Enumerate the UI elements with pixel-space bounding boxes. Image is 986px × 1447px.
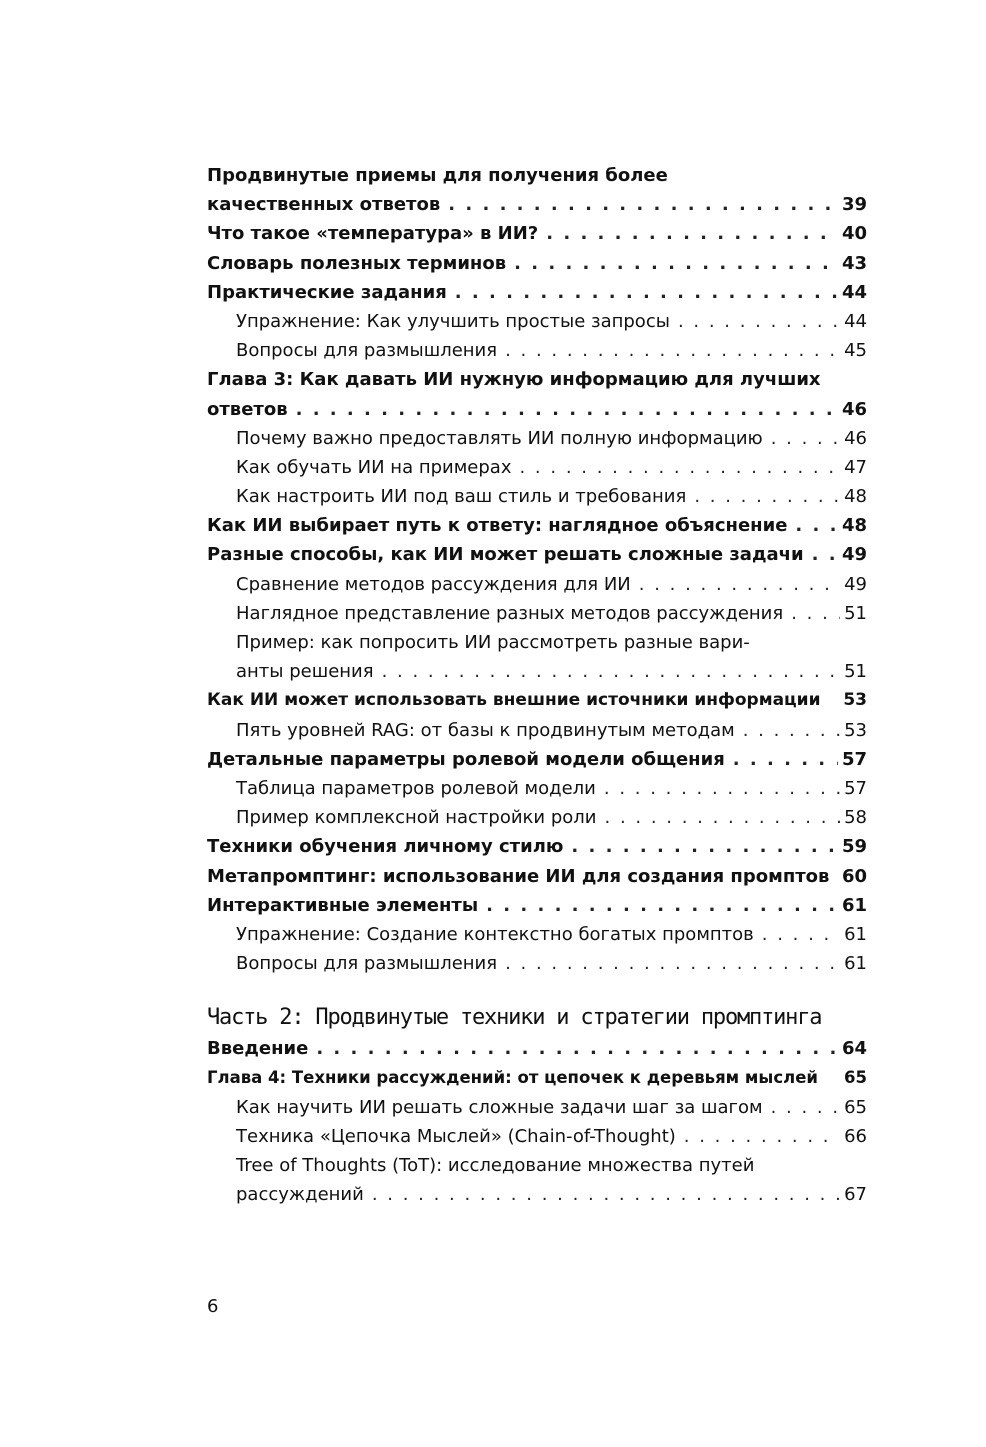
toc-entry-page: 66 <box>844 1125 867 1147</box>
toc-entry-title: Техники обучения личному стилю <box>207 836 564 858</box>
toc-entry[interactable] <box>207 453 867 482</box>
toc-entry-title: Введение <box>207 1038 309 1060</box>
toc-leader-dots <box>694 482 840 511</box>
toc-entry[interactable] <box>207 599 867 628</box>
toc-leader-dots <box>448 190 838 219</box>
toc-entry-page: 53 <box>844 719 867 741</box>
toc-entry-page: 61 <box>841 894 867 916</box>
toc-leader-dots <box>505 336 840 365</box>
toc-entry-title: Вопросы для размышления <box>236 340 498 362</box>
toc-entry-title: Пример: как попросить ИИ рассмотреть разные вари- <box>236 632 750 653</box>
toc-entry-page: 49 <box>844 573 867 595</box>
toc-entry-title: Разные способы, как ИИ может решать сложные задачи <box>207 544 804 566</box>
toc-entry-page: 60 <box>841 865 867 887</box>
toc-leader-dots <box>372 1180 840 1209</box>
toc-entry-title: Наглядное представление разных методов рассуждения <box>236 602 784 624</box>
toc-entry[interactable] <box>207 891 867 920</box>
toc-entry-page: 46 <box>841 398 867 420</box>
toc-leader-dots <box>296 395 838 424</box>
toc-entry[interactable] <box>207 1093 867 1122</box>
toc-leader-dots <box>639 570 840 599</box>
toc-entry-page: 53 <box>843 690 867 711</box>
toc-leader-dots <box>519 453 840 482</box>
toc-leader-dots <box>795 511 838 540</box>
toc-entry[interactable] <box>207 628 867 657</box>
toc-entry-page: 61 <box>844 953 867 975</box>
toc-entry-page: 59 <box>841 836 867 858</box>
toc-entry[interactable] <box>207 482 867 511</box>
toc-leader-dots <box>514 249 838 278</box>
toc-entry[interactable] <box>207 1122 867 1151</box>
part-title: Часть 2: Продвинутые техники и стратегии промптинга <box>207 1005 822 1031</box>
toc-entry[interactable] <box>207 540 867 569</box>
toc-entry-page: 51 <box>844 661 867 683</box>
toc-entry-page: 65 <box>844 1068 867 1088</box>
toc-entry-title: Почему важно предоставлять ИИ полную информацию <box>236 427 763 449</box>
toc-entry-title: Глава 4: Техники рассуждений: от цепочек к деревьям мыслей <box>207 1068 818 1088</box>
table-of-contents <box>207 161 867 1209</box>
toc-entry[interactable] <box>207 219 867 248</box>
toc-entry[interactable] <box>207 1180 867 1209</box>
toc-leader-dots <box>486 891 838 920</box>
toc-leader-dots <box>678 307 840 336</box>
toc-entry[interactable] <box>207 774 867 803</box>
toc-entry-title: Практические задания <box>207 281 447 303</box>
toc-entry-title: Метапромптинг: использование ИИ для создания промптов <box>207 865 830 887</box>
toc-leader-dots <box>382 657 841 686</box>
toc-entry-title: Как настроить ИИ под ваш стиль и требования <box>236 486 687 508</box>
toc-group-part1 <box>207 161 867 978</box>
toc-entry-page: 40 <box>841 223 867 245</box>
toc-leader-dots <box>743 716 840 745</box>
toc-leader-dots <box>771 424 840 453</box>
toc-leader-dots <box>733 745 838 774</box>
toc-entry-title: Продвинутые приемы для получения более <box>207 165 668 186</box>
toc-entry[interactable] <box>207 395 867 424</box>
toc-entry-title: ответов <box>207 398 288 420</box>
toc-entry-page: 47 <box>844 456 867 478</box>
toc-entry-page: 44 <box>844 310 867 332</box>
toc-entry[interactable] <box>207 161 867 190</box>
toc-leader-dots <box>684 1122 840 1151</box>
toc-entry-page: 48 <box>844 486 867 508</box>
toc-entry[interactable] <box>207 686 867 715</box>
toc-entry-title: Упражнение: Как улучшить простые запросы <box>236 310 670 332</box>
toc-entry-page: 57 <box>841 748 867 770</box>
toc-entry[interactable] <box>207 1151 867 1180</box>
toc-entry-title: анты решения <box>236 661 374 683</box>
toc-entry-title: Как ИИ выбирает путь к ответу: наглядное объяснение <box>207 515 788 537</box>
toc-entry[interactable] <box>207 657 867 686</box>
toc-entry[interactable] <box>207 1034 867 1063</box>
toc-entry-page: 64 <box>841 1038 867 1060</box>
toc-entry[interactable] <box>207 803 867 832</box>
toc-entry[interactable] <box>207 862 867 891</box>
toc-entry[interactable] <box>207 424 867 453</box>
toc-entry-title: Упражнение: Создание контекстно богатых промптов <box>236 923 754 945</box>
toc-entry-title: Интерактивные элементы <box>207 894 479 916</box>
toc-entry[interactable] <box>207 307 867 336</box>
toc-entry-page: 44 <box>841 281 867 303</box>
toc-entry-page: 49 <box>841 544 867 566</box>
toc-entry[interactable] <box>207 1063 867 1092</box>
toc-entry-page: 43 <box>841 252 867 274</box>
toc-entry-title: Как научить ИИ решать сложные задачи шаг за шагом <box>236 1096 763 1118</box>
toc-entry-title: качественных ответов <box>207 194 441 216</box>
toc-leader-dots <box>604 774 840 803</box>
toc-entry-page: 45 <box>844 340 867 362</box>
toc-leader-dots <box>571 832 838 861</box>
toc-entry[interactable] <box>207 365 867 394</box>
toc-entry[interactable] <box>207 920 867 949</box>
toc-entry-title: Что такое «температура» в ИИ? <box>207 223 539 245</box>
toc-group-part2 <box>207 1034 867 1209</box>
toc-entry-title: Вопросы для размышления <box>236 953 498 975</box>
toc-entry-page: 51 <box>844 602 867 624</box>
toc-leader-dots <box>762 920 840 949</box>
toc-entry-title: Tree of Thoughts (ToT): исследование множества путей <box>236 1155 755 1176</box>
toc-entry-title: Словарь полезных терминов <box>207 252 507 274</box>
page-number: 6 <box>207 1296 219 1317</box>
toc-entry[interactable] <box>207 716 867 745</box>
toc-entry[interactable] <box>207 278 867 307</box>
toc-entry-title: Детальные параметры ролевой модели общения <box>207 748 725 770</box>
toc-entry-title: Как обучать ИИ на примерах <box>236 456 512 478</box>
toc-entry[interactable] <box>207 511 867 540</box>
toc-entry-page: 67 <box>844 1184 867 1206</box>
toc-entry-title: Таблица параметров ролевой модели <box>236 777 596 799</box>
toc-entry[interactable] <box>207 336 867 365</box>
toc-entry-title: рассуждений <box>236 1184 364 1206</box>
toc-entry[interactable] <box>207 832 867 861</box>
toc-entry[interactable] <box>207 249 867 278</box>
toc-leader-dots <box>505 949 840 978</box>
toc-leader-dots <box>605 803 841 832</box>
toc-entry-page: 58 <box>844 807 867 829</box>
toc-entry-page: 48 <box>841 515 867 537</box>
toc-entry-title: Как ИИ может использовать внешние источники информации <box>207 690 821 711</box>
toc-entry-title: Сравнение методов рассуждения для ИИ <box>236 573 631 595</box>
toc-leader-dots <box>316 1034 838 1063</box>
toc-entry-title: Пять уровней RAG: от базы к продвинутым методам <box>236 719 735 741</box>
toc-entry-page: 61 <box>844 923 867 945</box>
toc-entry-page: 65 <box>844 1096 867 1118</box>
toc-leader-dots <box>812 540 838 569</box>
toc-entry-title: Пример комплексной настройки роли <box>236 807 597 829</box>
toc-entry-title: Глава 3: Как давать ИИ нужную информацию для лучших <box>207 369 821 391</box>
toc-entry-title: Техника «Цепочка Мыслей» (Chain-of-Thought) <box>236 1125 676 1147</box>
toc-entry[interactable] <box>207 949 867 978</box>
toc-entry[interactable] <box>207 570 867 599</box>
toc-leader-dots <box>771 1093 841 1122</box>
toc-entry-page: 57 <box>844 777 867 799</box>
toc-leader-dots <box>791 599 840 628</box>
toc-leader-dots <box>455 278 838 307</box>
toc-entry-page: 39 <box>841 194 867 216</box>
toc-entry-page: 46 <box>844 427 867 449</box>
toc-leader-dots <box>546 219 838 248</box>
toc-entry[interactable] <box>207 745 867 774</box>
toc-entry[interactable] <box>207 190 867 219</box>
